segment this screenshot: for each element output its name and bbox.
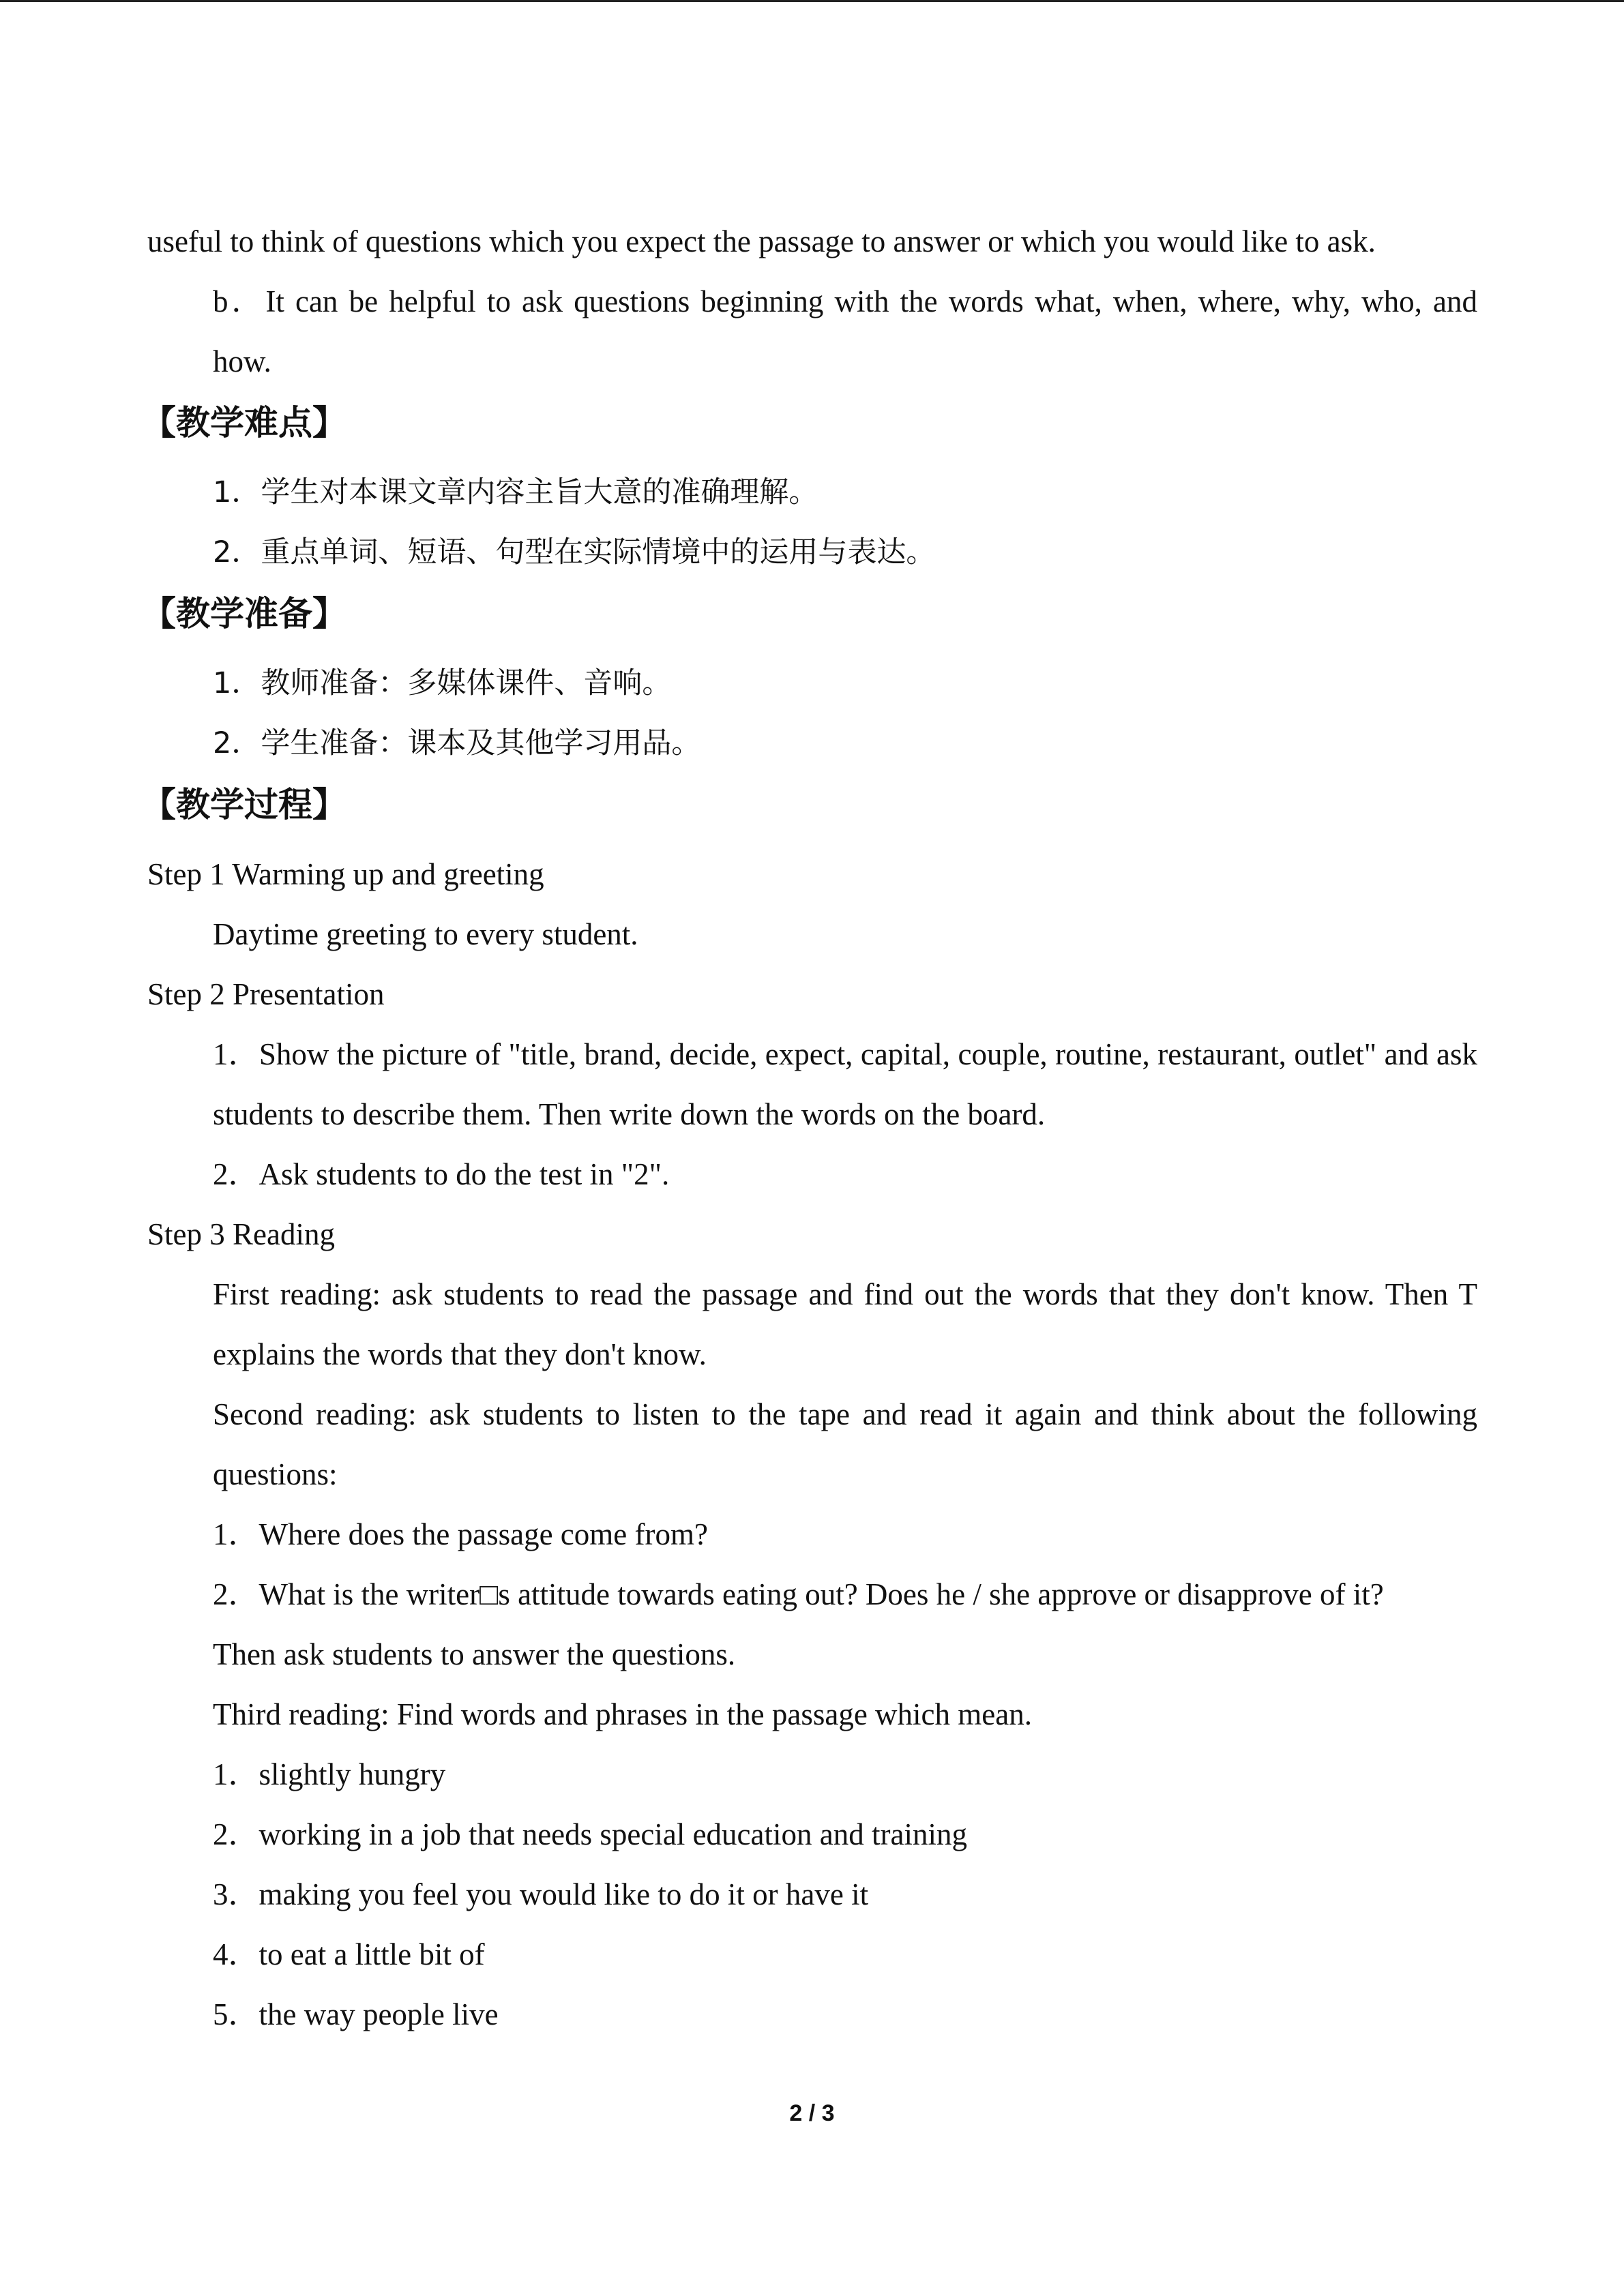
step-1-text: Daytime greeting to every student. — [213, 917, 638, 951]
top-border-line — [0, 0, 1624, 2]
then-answer: Then ask students to answer the questions. — [213, 1637, 736, 1671]
heading-preparation: 【教学准备】 — [142, 594, 346, 633]
question-1: 1．Where does the passage come from? — [213, 1517, 708, 1551]
preparation-item-1: 1．教师准备：多媒体课件、音响。 — [213, 666, 672, 700]
preparation-item-2: 2．学生准备：课本及其他学习用品。 — [213, 726, 701, 760]
step-2-item-2: 2．Ask students to do the test in "2". — [213, 1157, 670, 1191]
meaning-item-5: 5．the way people live — [213, 1997, 499, 2031]
page-number: 2 / 3 — [789, 2100, 835, 2126]
third-reading: Third reading: Find words and phrases in the passage which mean. — [213, 1697, 1032, 1731]
second-reading: Second reading: ask students to listen to the tape and read it again and think about the following questions: — [213, 1397, 1477, 1491]
meaning-item-2: 2．working in a job that needs special education and training — [213, 1817, 967, 1851]
paragraph-b: b．It can be helpful to ask questions beginning with the words what, when, where, why, who, and how. — [213, 284, 1477, 378]
heading-difficulty: 【教学难点】 — [142, 403, 346, 443]
step-2-item-1: 1．Show the picture of "title, brand, decide, expect, capital, couple, routine, restaurant, outlet" and ask students to describe them. Then write down the words on the board. — [213, 1037, 1477, 1131]
document-page — [142, 211, 1477, 2044]
meaning-item-4: 4．to eat a little bit of — [213, 1937, 485, 1971]
step-3-title: Step 3 Reading — [147, 1217, 335, 1251]
step-2-title: Step 2 Presentation — [147, 977, 385, 1011]
difficulty-item-1: 1．学生对本课文章内容主旨大意的准确理解。 — [213, 475, 818, 509]
question-2: 2．What is the writer□s attitude towards eating out? Does he / she approve or disapprove of it? — [213, 1577, 1384, 1611]
paragraph-continued: useful to think of questions which you expect the passage to answer or which you would like to ask. — [147, 224, 1376, 258]
meaning-item-3: 3．making you feel you would like to do it or have it — [213, 1877, 869, 1911]
difficulty-item-2: 2．重点单词、短语、句型在实际情境中的运用与表达。 — [213, 535, 936, 569]
step-1-title: Step 1 Warming up and greeting — [147, 857, 544, 891]
first-reading: First reading: ask students to read the passage and find out the words that they don't know. Then T explains the words that they don't know. — [213, 1277, 1477, 1371]
meaning-item-1: 1．slightly hungry — [213, 1757, 446, 1791]
heading-process: 【教学过程】 — [142, 785, 346, 824]
